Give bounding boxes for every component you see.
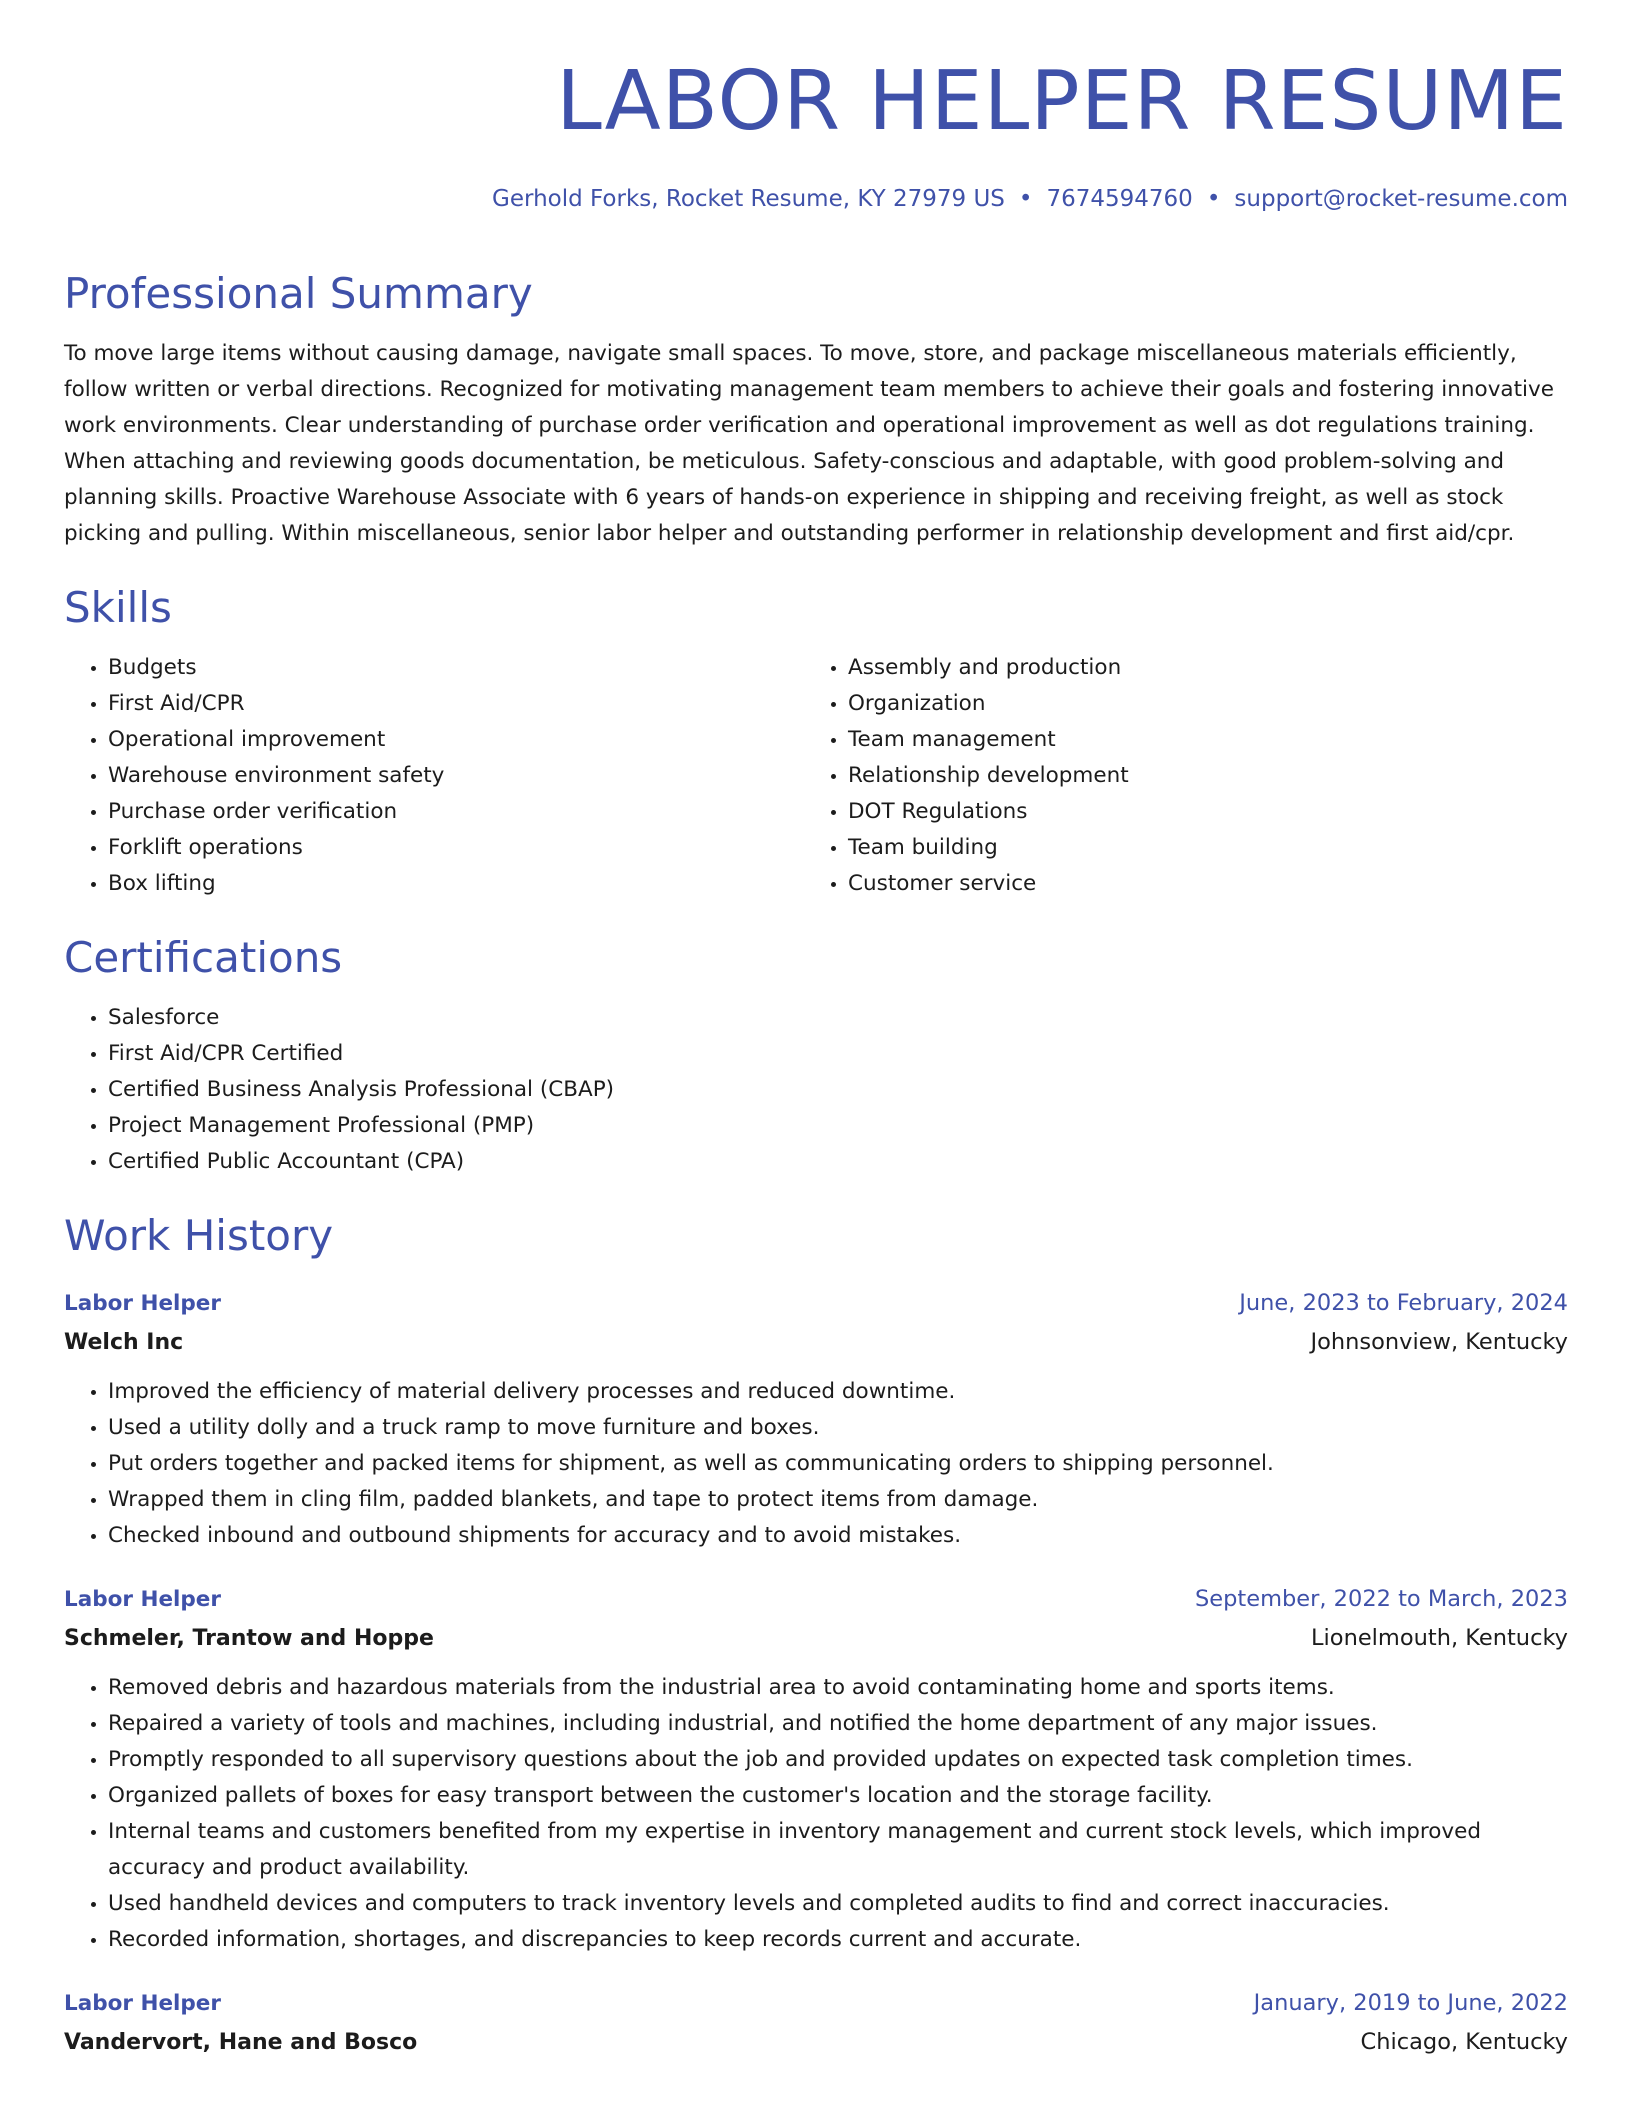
job-company-row [64,2023,1568,2062]
job-dates: January, 2019 to June, 2022 [1253,1990,1568,2016]
skills-section [64,580,1568,902]
skill-item: • Warehouse environment safety [108,758,804,794]
job-dates: September, 2022 to March, 2023 [1195,1586,1568,1612]
skill-item: • DOT Regulations [848,794,1564,830]
job-company: Welch Inc [64,1330,184,1355]
job-bullets [64,1670,1568,1958]
certification-item: • Salesforce [108,1000,1568,1036]
job-bullet: • Repaired a variety of tools and machines, including industrial, and notified the home department of any major issues. [108,1706,1568,1742]
summary-section [64,266,1568,552]
section-title-skills: Skills [64,583,172,632]
job-bullet: • Internal teams and customers benefited from my expertise in inventory management and current stock levels, which improved accuracy and product availability. [108,1814,1568,1886]
job-bullet: • Wrapped them in cling film, padded blankets, and tape to protect items from damage. [108,1482,1568,1518]
job-entry [64,1284,1568,1554]
job-entry [64,1984,1568,2062]
job-company-row [64,1619,1568,1658]
skill-item: • Forklift operations [108,830,804,866]
job-bullet: • Used handheld devices and computers to track inventory levels and completed audits to find and correct inaccuracies. [108,1886,1568,1922]
job-bullet: • Promptly responded to all supervisory questions about the job and provided updates on expected task completion times. [108,1742,1568,1778]
certifications-section [64,930,1568,1180]
skills-list-right [804,650,1564,902]
job-bullet: • Improved the efficiency of material delivery processes and reduced downtime. [108,1374,1568,1410]
job-location: Lionelmouth, Kentucky [1311,1625,1568,1651]
contact-line [64,182,1568,216]
skill-item: • Purchase order verification [108,794,804,830]
job-bullet: • Put orders together and packed items for shipment, as well as communicating orders to shipping personnel. [108,1446,1568,1482]
job-dates: June, 2023 to February, 2024 [1239,1290,1568,1316]
job-header-row [64,1284,1568,1323]
skill-item: • First Aid/CPR [108,686,804,722]
job-bullet: • Checked inbound and outbound shipments for accuracy and to avoid mistakes. [108,1518,1568,1554]
skill-item: • Assembly and production [848,650,1564,686]
job-company-row [64,1323,1568,1362]
section-title-work-history: Work History [64,1211,334,1260]
contact-email[interactable]: support@rocket-resume.com [1234,186,1568,212]
skills-column-right [804,650,1564,902]
job-bullet: • Used a utility dolly and a truck ramp to move furniture and boxes. [108,1410,1568,1446]
skill-item: • Box lifting [108,866,804,902]
certifications-list [64,1000,1568,1180]
skills-grid [64,650,1568,902]
job-bullet: • Recorded information, shortages, and discrepancies to keep records current and accurate. [108,1922,1568,1958]
job-header-row [64,1984,1568,2023]
certification-item: • First Aid/CPR Certified [108,1036,1568,1072]
certification-item: • Certified Business Analysis Professional (CBAP) [108,1072,1568,1108]
jobs-container [64,1284,1568,2062]
skills-list-left [64,650,804,902]
certification-item: • Project Management Professional (PMP) [108,1108,1568,1144]
job-bullet: • Removed debris and hazardous materials from the industrial area to avoid contaminating home and sports items. [108,1670,1568,1706]
job-title: Labor Helper [64,1587,221,1612]
section-title-certifications: Certifications [64,933,343,982]
skill-item: • Customer service [848,866,1564,902]
skill-item: • Budgets [108,650,804,686]
work-history-section [64,1208,1568,2062]
certification-item: • Certified Public Accountant (CPA) [108,1144,1568,1180]
contact-phone: 7674594760 [1046,186,1193,212]
resume-title: LABOR HELPER RESUME [556,54,1568,149]
skill-item: • Operational improvement [108,722,804,758]
skills-column-left [64,650,804,902]
job-header-row [64,1580,1568,1619]
skill-item: • Relationship development [848,758,1564,794]
contact-address: Gerhold Forks, Rocket Resume, KY 27979 US [492,186,1005,212]
job-bullets [64,1374,1568,1554]
contact-separator: • [1018,186,1033,212]
resume-header [64,0,1568,216]
job-location: Johnsonview, Kentucky [1310,1329,1568,1355]
job-company: Vandervort, Hane and Bosco [64,2030,418,2055]
skill-item: • Team management [848,722,1564,758]
job-title: Labor Helper [64,1991,221,2016]
job-location: Chicago, Kentucky [1360,2029,1568,2055]
section-title-summary: Professional Summary [64,269,533,318]
job-company: Schmeler, Trantow and Hoppe [64,1626,434,1651]
job-entry [64,1580,1568,1958]
skill-item: • Team building [848,830,1564,866]
summary-text: To move large items without causing damage, navigate small spaces. To move, store, and package miscellaneous materials efficiently, follow written or verbal directions. Recognized for motivating management team members to achieve their goals and fostering innovative work environments. Clear understanding of purchase order verification and operational improvement as well as dot regulations training. When attaching and reviewing goods documentation, be meticulous. Safety-conscious and adaptable, with good problem-solving and planning skills. Proactive Warehouse Associate with 6 years of hands-on experience in shipping and receiving freight, as well as stock picking and pulling. Within miscellaneous, senior labor helper and outstanding performer in relationship development and first aid/cpr. [64,341,1554,546]
job-title: Labor Helper [64,1291,221,1316]
skill-item: • Organization [848,686,1564,722]
contact-separator: • [1206,186,1221,212]
job-bullet: • Organized pallets of boxes for easy transport between the customer's location and the storage facility. [108,1778,1568,1814]
